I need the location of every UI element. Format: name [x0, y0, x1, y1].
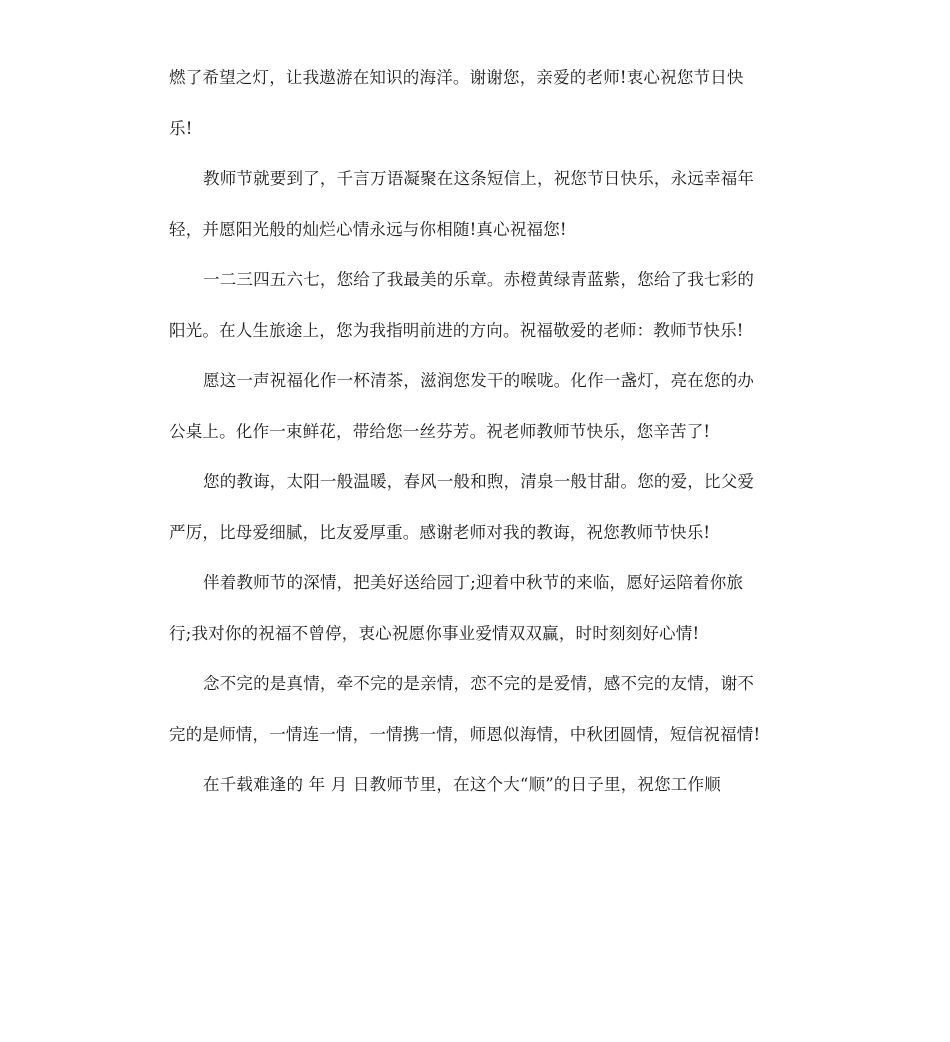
paragraph-start-line: 教师节就要到了，千言万语凝聚在这条短信上，祝您节日快乐，永远幸福年	[203, 169, 755, 188]
text-line: 轻，并愿阳光般的灿烂心情永远与你相随!真心祝福您!	[169, 219, 567, 239]
text-line: 公桌上。化作一束鲜花，带给您一丝芬芳。祝老师教师节快乐，您辛苦了!	[169, 421, 711, 441]
text-line: 完的是师情，一情连一情，一情携一情，师恩似海情，中秋团圆情，短信祝福情!	[169, 724, 761, 744]
paragraph-start-line: 一二三四五六七，您给了我最美的乐章。赤橙黄绿青蓝紫，您给了我七彩的	[203, 270, 755, 289]
text-line-continuation: 燃了希望之灯，让我遨游在知识的海洋。谢谢您，亲爱的老师!衷心祝您节日快	[169, 68, 744, 87]
paragraph-start-line: 伴着教师节的深情，把美好送给园丁;迎着中秋节的来临，愿好运陪着你旅	[203, 573, 744, 592]
paragraph-start-line: 愿这一声祝福化作一杯清茶，滋润您发干的喉咙。化作一盏灯，亮在您的办	[203, 371, 755, 390]
paragraph-start-line: 念不完的是真情，牵不完的是亲情，恋不完的是爱情，感不完的友情，谢不	[203, 674, 755, 693]
text-line: 阳光。在人生旅途上，您为我指明前进的方向。祝福敬爱的老师：教师节快乐!	[169, 320, 744, 340]
text-line: 行;我对你的祝福不曾停，衷心祝愿你事业爱情双双赢，时时刻刻好心情!	[169, 623, 700, 643]
text-line: 严厉，比母爱细腻，比友爱厚重。感谢老师对我的教诲，祝您教师节快乐!	[169, 522, 711, 542]
paragraph-start-line: 在千载难逢的 年 月 日教师节里，在这个大“顺”的日子里，祝您工作顺	[203, 775, 721, 794]
text-line: 乐!	[169, 118, 193, 138]
paragraph-start-line: 您的教诲，太阳一般温暖，春风一般和煦，清泉一般甘甜。您的爱，比父爱	[203, 472, 755, 491]
body-text	[169, 60, 781, 818]
